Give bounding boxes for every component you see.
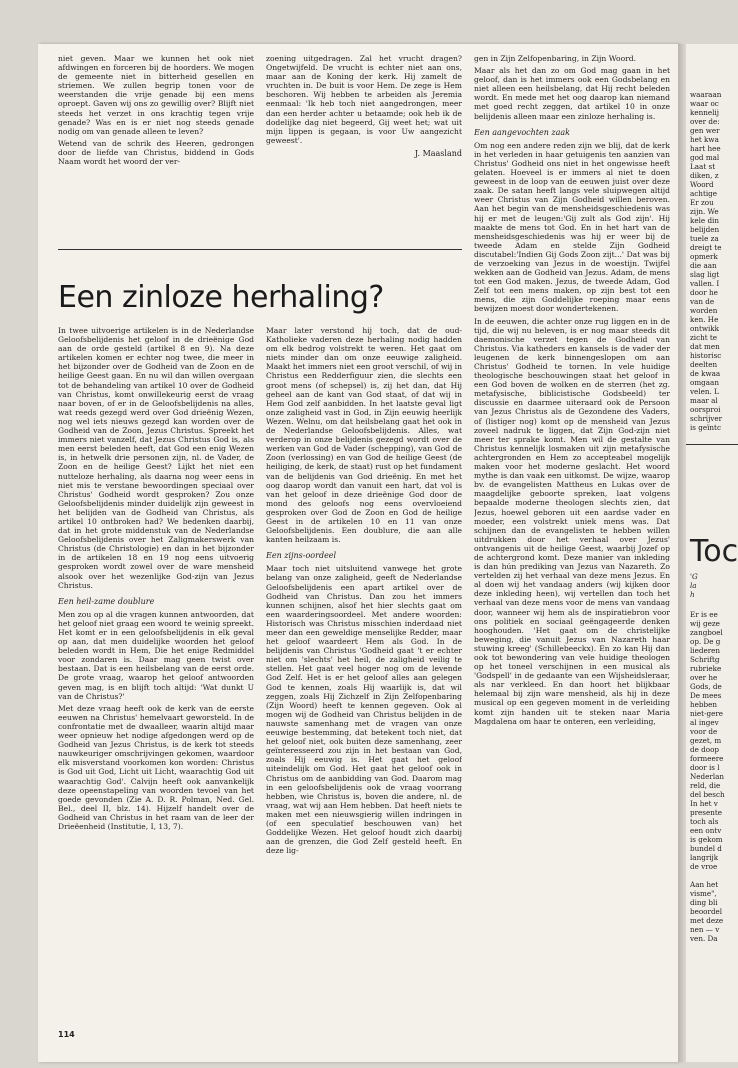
paragraph: In de eeuwen, die achter onze rug liggen en in de tijd, die wij nu beleven, is er nog maar steeds dit daemonische verzet tegen de Godheid van Christus. Via katheders en kansels is de vader der leugenen de kerk binnengeslopen om aan Christus' Godheid te tornen. In vele huidige theologische beschouwingen staat het geloof in een God boven de wolken en de sterren (het zg. metafysische, biblicistische Godsbeeld) ter discussie en daarmee uiteraard ook de Persoon van Jezus Christus als de Gezondene des Vaders, of (listiger nog) komt op de mensheid van Jezus zoveel nadruk te liggen, dat Zijn God-zijn niet meer ter sprake komt. Men wil de gestalte van Christus kennelijk losmaken uit zijn metafysische achtergronden en Hem zo accepteabel mogelijk maken voor het moderne geslacht. Het woord mythe is dan vaak een uitkomst. De wijze, waarop bv. de evangelisten Mattheus en Lukas over de maagdelijke geboorte spreken, laat volgens bepaalde moderne theologen slechts zien, dat Jezus, hoewel geboren uit een aardse vader en moeder, een volstrekt uniek mens was. Dat schijnen dan de evangelisten te hebben willen uitdrukken door het verhaal over Jezus' ontvangenis uit de heilige Geest, waarbij Jozef op de achtergrond komt. Deze manier van inkleding is dan hún prediking van Jezus van Nazareth. Zo vertelden zij het verhaal van deze mens Jezus. En al doen wij het vandaag anders (wij kijken door deze inkleding heen), wij vertellen dan toch het verhaal van deze mens voor de mens van vandaag door, wanneer wij hem als de inspiratiebron voor ons politiek en sociaal geëngageerde denken hooghouden. 'Het gaat om de christelijke beweging, die vanuit Jezus van Nazareth haar stuwing kreeg' (Schillebeeckx). En zo kan Hij dan ook tot bewondering van vele huidige theologen op het toneel verschijnen in een musical als 'Godspell' in de gedaante van een Wijsheidsleraar, als nar verkleed. En dan hoort het blijkbaar helemaal bij zijn ware mensheid, als hij in deze musical op een gegeven moment in de verleiding komt zijn handen uit te steken naar Maria Magdalena om haar te onteren, een verleiding,	[474, 316, 670, 726]
page-number: 114	[58, 1030, 75, 1039]
article-title: Een zinloze herhaling?	[58, 280, 384, 315]
section-heading: Een heil-zame doublure	[58, 596, 155, 606]
section-heading: Een aangevochten zaak	[474, 127, 571, 137]
article-author: J. Maasland	[414, 148, 462, 158]
right-article-title-fragment: Toc	[690, 534, 738, 569]
article-column-3	[474, 54, 670, 1016]
paragraph: In twee uitvoerige artikelen is in de Nederlandse Geloofsbelijdenis het geloof in de drieënige God aan de orde gesteld (artikel 8 en 9). Na deze artikelen komen er echter nog twee, die meer in het bijzonder over de Godheid van de Zoon en de heilige Geest gaan. En nu wil dan willen overgaan tot de behandeling van artikel 10 over de Godheid van Christus, komt onwillekeurig eerst de vraag naar boven, of er in de Geloofsbelijdenis na alles, wat reeds gezegd werd over God drieënig Wezen, nog wel iets nieuws gezegd kan worden over de Godheid van de Zoon, Jezus Christus. Spreekt het immers niet vanzelf, dat Jezus Christus God is, als men eerst beleden heeft, dat God een enig Wezen is, in hetwelk drie personen zijn, nl. de Vader, de Zoon en de heilige Geest? Lijkt het niet een nutteloze herhaling, als daarna nog weer eens in niet mis te verstane bewoordingen speciaal over Christus' Godheid wordt gesproken? Zou onze Geloofsbelijdenis minder duidelijk zijn geweest in het belijden van de Godheid van Christus, als artikel 10 ontbroken had? We bedenken daarbij, dat in het grote middenstuk van de Nederlandse Geloofsbelijdenis over het Zaligmakerswerk van Christus (de Christologie) en dan in het bijzonder in de artikelen 18 en 19 nog eens uitvoerig gesproken wordt zowel over de ware mensheid alsook over het wezenlijke God-zijn van Jezus Christus.	[58, 326, 254, 590]
top-column-1	[58, 54, 254, 244]
top-col1-paragraph: Wetend van de schrik des Heeren, gedrongen door de liefde van Christus, biddend in Gods Naam wordt het woord der ver-	[58, 138, 254, 167]
top-column-2	[266, 54, 462, 244]
article-column-2	[266, 326, 462, 1016]
right-page-text-top: waaraan waar oc kennelij over de: gen wer het kwa hart hee god mal Laat st diken, z Woord achtige Er zou zijn. We kele din belijden tuele za dreigt te opmerk die aan slag ligt vallen. I door he van de worden ken. He ontwikk zicht te dat men historisc deelten de kwaa omgaan velen. L maar al oorsproi schrijver is geïntc	[690, 90, 723, 432]
left-page	[38, 44, 678, 1062]
book-gutter	[678, 44, 686, 1062]
divider-rule	[58, 249, 462, 250]
magazine-spread	[38, 44, 738, 1062]
section-heading: Een zijns-oordeel	[266, 551, 337, 561]
paragraph: Met deze vraag heeft ook de kerk van de eerste eeuwen na Christus' hemelvaart geworsteld. In de confrontatie met de dwaalleer, waarin altijd maar weer opnieuw het nodige afgedongen werd op de Godheid van Jezus Christus, is de kerk tot steeds nauwkeuriger omschrijvingen gekomen, waardoor elk misverstand voorkomen kon worden: Christus is God uit God, Licht uit Licht, waarachtig God uit waarachtig God'. Calvijn heeft ook aanvankelijk deze opeenstapeling van woorden tevoel van het goede gevonden (Zie A. D. R. Polman, Ned. Gel. Bel., deel II, blz. 14). Hijzelf handelt over de Godheid van Christus in het raam van de leer der Drieëenheid (Institutie, I, 13, 7).	[58, 703, 254, 831]
right-divider-rule	[686, 444, 738, 445]
paragraph: Maar als het dan zo om God mag gaan in het geloof, dan is het immers ook een Godsbelang en niet alleen een heilsbelang, dat Hij recht beleden wordt. En mede met het oog daarop kan niemand met goed recht zeggen, dat artikel 10 in onze belijdenis alleen maar een zinloze herhaling is.	[474, 66, 670, 121]
paragraph: Maar toch niet uitsluitend vanwege het grote belang van onze zaligheid, geeft de Nederlandse Geloofsbelijdenis een apart artikel over de Godheid van Christus. Dan zou het immers kunnen schijnen, alsof het hier slechts gaat om een waarderingsoordeel. Met andere woorden: Historisch was Christus misschien inderdaad niet meer dan een geweldige menselijke Redder, maar het geloof waardeert Hem als God. In de belijdenis van Christus 'Godheid gaat 't er echter niet om 'slechts' het heil, de zaligheid veilig te stellen. Het gaat veel hoger nog om de levende God Zelf. Het is er het geloof alles aan gelegen God te kennen, zoals Hij waarlijk is, dat wil zeggen, zoals Hij Zichzelf in Zijn Zelfopenbaring (Zijn Woord) heeft te kennen gegeven. Ook al mogen wij de Godheid van Christus belijden in de nauwste samenhang met de vragen van onze eeuwige bestemming, dat betekent toch niet, dat het geloof niet, ook buiten deze samenhang, zeer geïnteresseerd zou zijn in het bestaan van God, zoals Hij eeuwig is. Het gaat het geloof uiteindelijk om God. Het gaat het geloof ook in Christus om de aanbidding van God. Daarom mag in een geloofsbelijdenis ook de vraag voorrang hebben, wie Christus is, boven die andere, nl. de vraag, wat wij aan Hem hebben. Dat heeft niets te maken met een nieuwsgierig willen indringen in (of een speculatief beschouwen van) het Goddelijke Wezen. Het geloof houdt zich daarbij aan de grenzen, die God Zelf gesteld heeft. En deze lig-	[266, 564, 462, 856]
top-col2-paragraph: zoening uitgedragen. Zal het vrucht dragen? Ongetwijfeld. De vrucht is echter niet aan ons, maar aan de Koning der kerk. Hij zamelt de vruchten in. De buit is voor Hem. De zege is Hem beschoren. Wij hebben te arbeiden als Jeremia eenmaal: 'Ik heb toch niet aangedrongen, meer dan een herder achter u betaamde; ook heb ik de dodelijke dag niet begeerd, Gij weet het; wat uit mijn lippen is gegaan, is voor Uw aangezicht geweest'.	[266, 54, 462, 145]
paragraph: gen in Zijn Zelfopenbaring, in Zijn Woord.	[474, 54, 637, 63]
right-page-edge	[686, 44, 738, 1062]
top-col1-paragraph: niet geven. Maar we kunnen het ook niet afdwingen en forceren bij de hoorders. We mogen de gemeente niet in bitterheid gesellen en striemen. We zullen begrip tonen voor de weerstanden die vrije genade bij een mens oproept. Gaven wij ons zo gewillig over? Blijft niet steeds het verzet in ons krachtig tegen vrije genade? Was en is er niet nog steeds genade nodig om van genade alleen te leven?	[58, 54, 254, 136]
right-page-text-bottom: Er is ee wij geze zangboel op. De g liederen Schriftg rubrieke over he Gods, de De mees hebben niet-gere al ingev voor de gezet, m de doop formeere door is l Nederlan reld, die del besch In het v presente toch als een ontv is gekom bundel d langrijk de vroe Aan het visme", ding bli beoordel met deze nen — v ven. Da	[690, 610, 725, 943]
article-column-1	[58, 326, 254, 1016]
paragraph: Maar later verstond hij toch, dat de oud-Katholieke vaderen deze herhaling nodig hadden om elk bedrog volstrekt te weren. Het gaat om niets minder dan om onze eeuwige zaligheid. Maakt het immers niet een groot verschil, of wij in Christus een Redderfiguur zien, die slechts een groot mens (of schepsel) is, zij het dan, dat Hij geheel aan de kant van God staat, of dat wij in Hem God zelf aanbidden. In het laatste geval ligt onze zaligheid vast in God, in Zijn eeuwig heerlijk Wezen. Welnu, om dat heilsbelang gaat het ook in de Nederlandse Geloofsbelijdenis. Alles, wat verderop in onze belijdenis gezegd wordt over de werken van God de Vader (schepping), van God de Zoon (verlossing) en van God de heilige Geest (de heiliging, de kerk, de staat) rust op het fundament van de belijdenis van God drieënig. En met het oog daarop wordt dan vanuit een hart, dat vol is van het geloof in deze drieënige God door de mond des geloofs nog eens overvloeiend gesproken over God de Zoon en God de heilige Geest in de artikelen 10 en 11 van onze Geloofsbelijdenis. Een doublure, die aan alle kanten heilzaam is.	[266, 326, 462, 545]
paragraph: Om nog een andere reden zijn we blij, dat de kerk in het verleden in haar getuigenis ten aanzien van Christus' Godheid ons niet in het ongewisse heeft gelaten. Hoeveel is er immers al niet te doen geweest in de loop van de eeuwen juist over deze zaak. De satan heeft langs vele sluipwegen altijd weer Christus van Zijn Godheid willen beroven. Aan het begin van de mensheidsgeschiedenis was hij er met de leugen:'Gij zult als God zijn'. Hij maakte de mens tot God. En in het hart van de mensheidsgeschiedenis was hij er weer bij de tweede Adam en stelde Zijn Godheid discutabel:'Indien Gij Gods Zoon zijt...' Dat was bij de verzoeking van Jezus in de woestijn. Twijfel wekken aan de Godheid van Jezus. Adam, de mens tot een God maken. Jezus, de tweede Adam, God Zelf tot een mens maken, op zijn best tot een mens, die zijn Goddelijke roeping maar eens bewijzen moest door wondertekenen.	[474, 140, 670, 314]
right-page-subtitle: 'G la h	[690, 572, 698, 599]
paragraph: Men zou op al die vragen kunnen antwoorden, dat het geloof niet graag een woord te weinig spreekt. Het komt er in een geloofsbelijdenis in elk geval op aan, dat men duidelijke woorden het geloof beleden wordt in Hem, Die het enige Redmiddel voor zondaren is. Daar mag geen twist over bestaan. Dat is een heilsbelang van de eerst orde. De grote vraag, waarop het geloof antwoorden geven mag, is en blijft toch altijd: 'Wat dunkt U van de Christus?'	[58, 609, 254, 701]
